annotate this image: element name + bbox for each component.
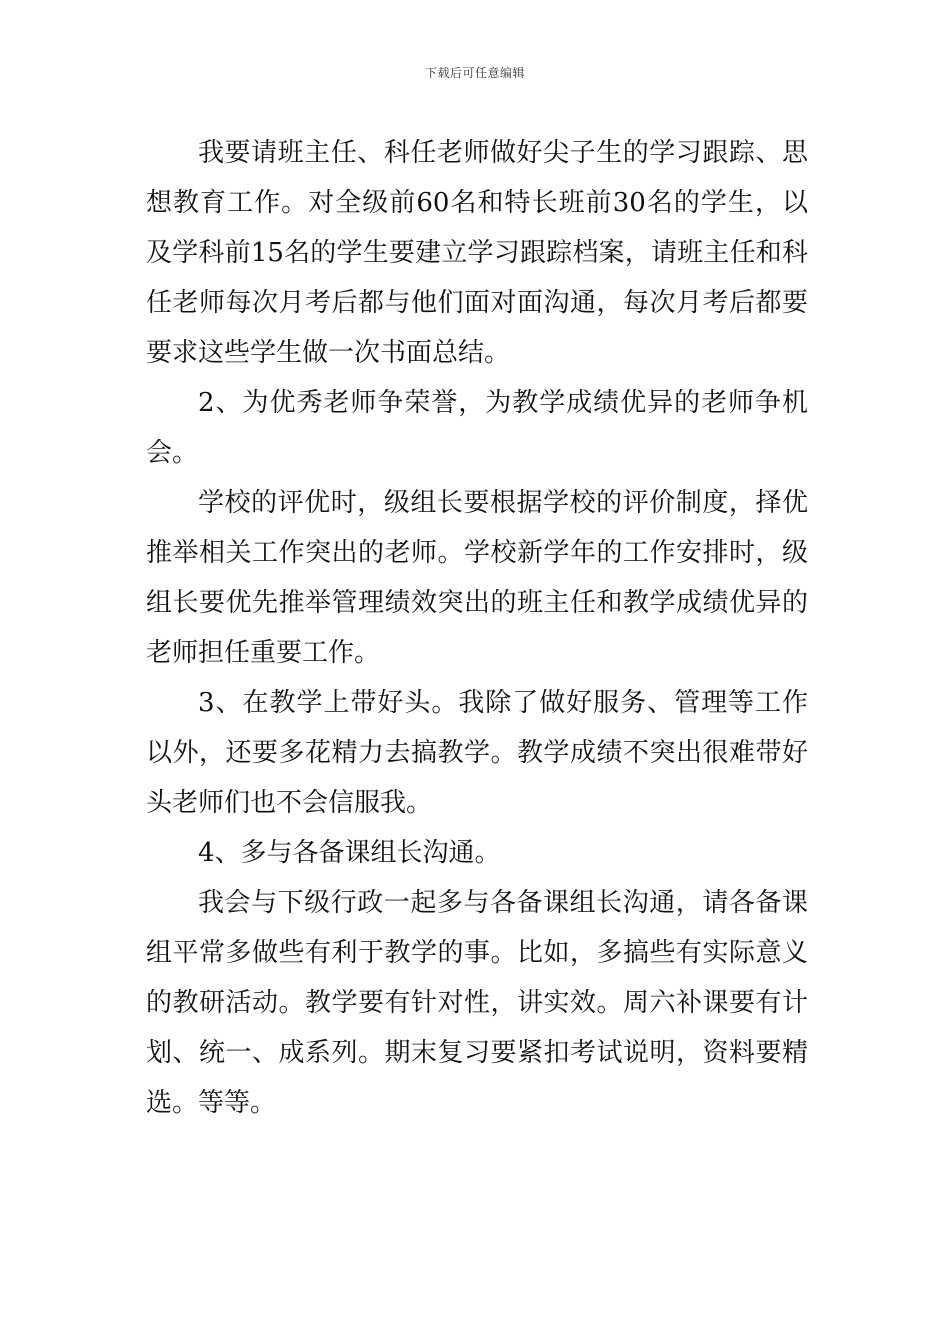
- paragraph-point-4-heading: 4、多与各备课组长沟通。: [198, 838, 501, 868]
- paragraph-lesson-prep-groups: 我会与下级行政一起多与各备课组长沟通，请各备课组平常多做些有利于教学的事。比如，多搞些有实际意义的教研活动。教学要有针对性，讲实效。周六补课要有计划、统一、成系列。期末复习要紧扣考试说明，资料要精选。等等。: [146, 888, 808, 1118]
- page-header-note: 下载后可任意编辑: [424, 66, 525, 80]
- paragraph-point-2-heading: 2、为优秀老师争荣誉，为教学成绩优异的老师争机会。: [146, 388, 808, 468]
- document-body: [146, 128, 808, 1128]
- paragraph-point-3-teaching: 3、在教学上带好头。我除了做好服务、管理等工作以外，还要多花精力去搞教学。教学成绩不突出很难带好头老师们也不会信服我。: [146, 688, 808, 818]
- paragraph-evaluation: 学校的评优时，级组长要根据学校的评价制度，择优推举相关工作突出的老师。学校新学年的工作安排时，级组长要优先推举管理绩效突出的班主任和教学成绩优异的老师担任重要工作。: [146, 488, 808, 668]
- paragraph-top-students: 我要请班主任、科任老师做好尖子生的学习跟踪、思想教育工作。对全级前60名和特长班前30名的学生，以及学科前15名的学生要建立学习跟踪档案，请班主任和科任老师每次月考后都与他们面对面沟通，每次月考后都要要求这些学生做一次书面总结。: [146, 138, 808, 368]
